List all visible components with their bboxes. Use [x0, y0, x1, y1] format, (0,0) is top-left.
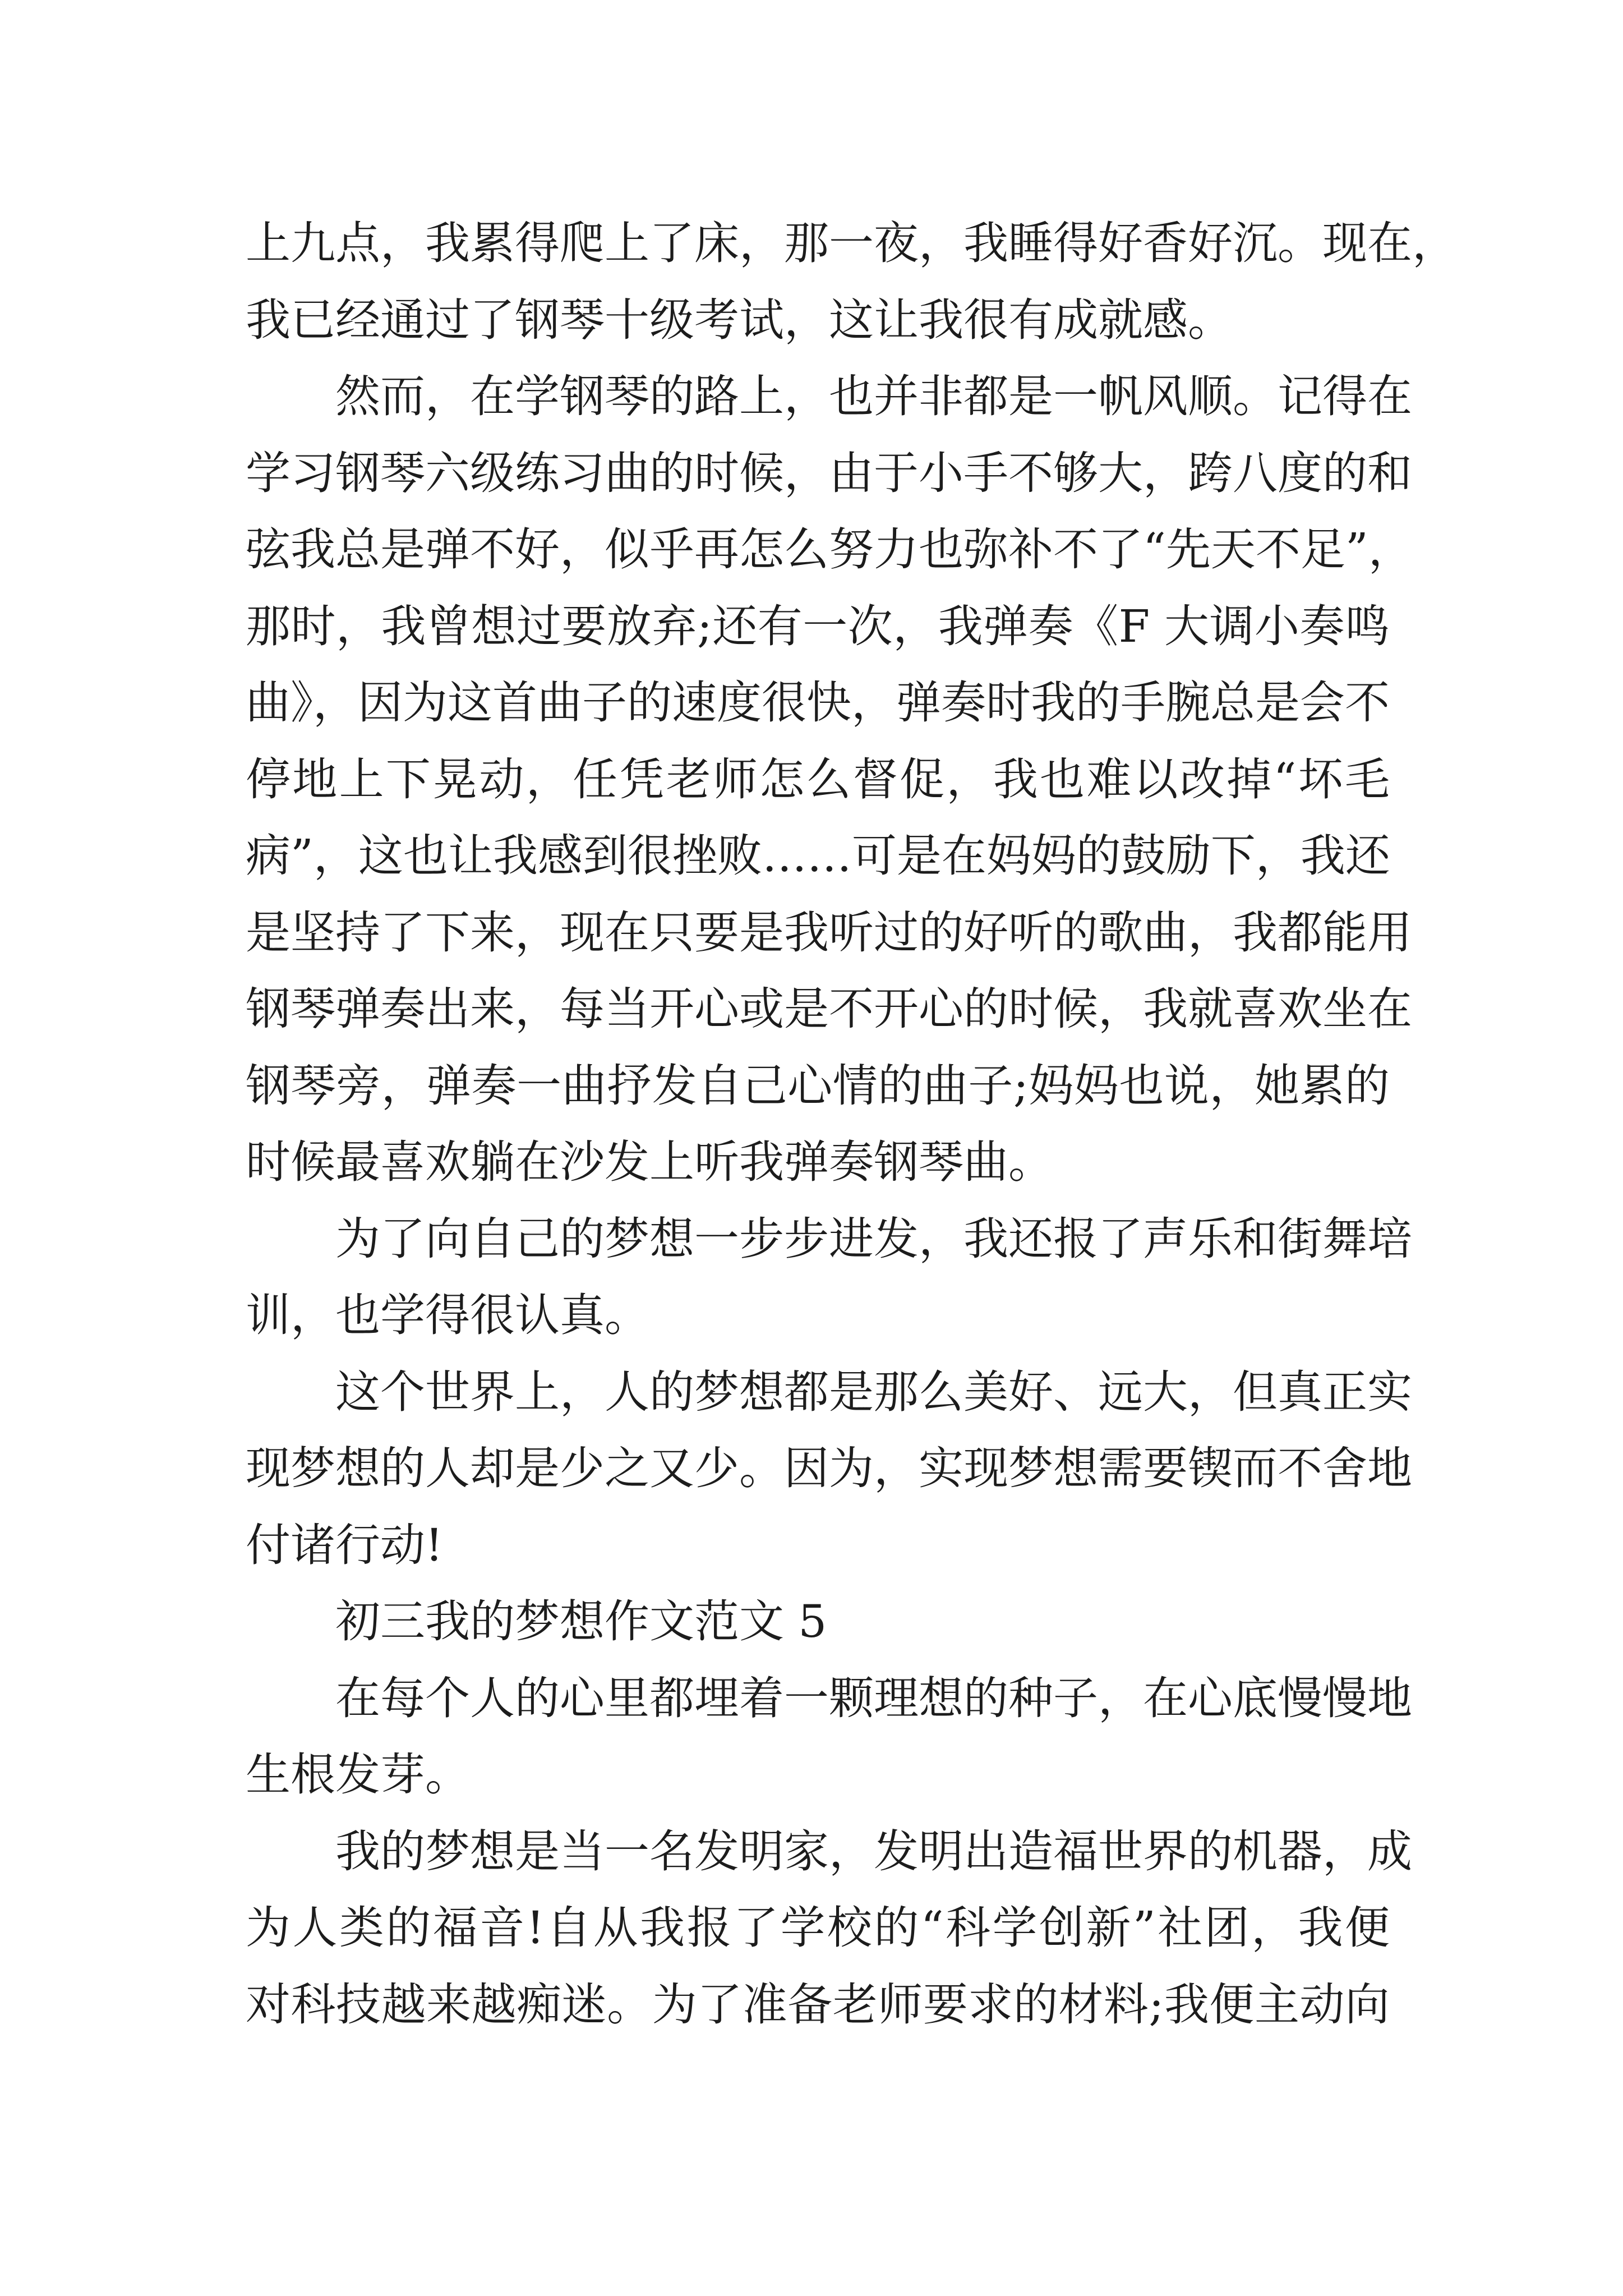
text-line: 钢琴弹奏出来，每当开心或是不开心的时候，我就喜欢坐在 — [246, 983, 1412, 1035]
text-line: 付诸行动! — [246, 1519, 444, 1571]
text-line: 是坚持了下来，现在只要是我听过的好听的歌曲，我都能用 — [246, 906, 1412, 959]
text-line: 曲》，因为这首曲子的速度很快，弹奏时我的手腕总是会不 — [246, 677, 1390, 729]
text-line: 对科技越来越痴迷。为了准备老师要求的材料;我便主动向 — [246, 1978, 1390, 2031]
text-line: 在每个人的心里都埋着一颗理想的种子，在心底慢慢地 — [335, 1672, 1412, 1724]
essay-body — [246, 205, 1457, 2043]
text-line: 初三我的梦想作文范文 5 — [335, 1595, 827, 1648]
text-line: 学习钢琴六级练习曲的时候，由于小手不够大，跨八度的和 — [246, 447, 1412, 499]
text-line: 上九点，我累得爬上了床，那一夜，我睡得好香好沉。现在， — [246, 217, 1457, 269]
text-line: 我已经通过了钢琴十级考试，这让我很有成就感。 — [246, 293, 1233, 346]
text-line: 训，也学得很认真。 — [246, 1289, 649, 1341]
text-line: 现梦想的人却是少之又少。因为，实现梦想需要锲而不舍地 — [246, 1442, 1412, 1494]
text-line: 那时，我曾想过要放弃;还有一次，我弹奏《F 大调小奏鸣 — [246, 600, 1390, 652]
text-line: 钢琴旁，弹奏一曲抒发自己心情的曲子;妈妈也说，她累的 — [246, 1059, 1390, 1112]
text-line: 停地上下晃动，任凭老师怎么督促，我也难以改掉“坏毛 — [246, 753, 1390, 806]
text-line: 这个世界上，人的梦想都是那么美好、远大，但真正实 — [335, 1365, 1412, 1418]
text-line: 然而，在学钢琴的路上，也并非都是一帆风顺。记得在 — [335, 370, 1412, 422]
text-line: 病”，这也让我感到很挫败……可是在妈妈的鼓励下，我还 — [246, 830, 1390, 882]
text-line: 生根发芽。 — [246, 1749, 470, 1801]
text-line: 时候最喜欢躺在沙发上听我弹奏钢琴曲。 — [246, 1136, 1053, 1188]
text-line: 弦我总是弹不好，似乎再怎么努力也弥补不了“先天不足”， — [246, 523, 1413, 576]
text-line: 为了向自己的梦想一步步进发，我还报了声乐和街舞培 — [335, 1212, 1412, 1265]
text-line: 为人类的福音!自从我报了学校的“科学创新”社团，我便 — [246, 1902, 1390, 1954]
text-line: 我的梦想是当一名发明家，发明出造福世界的机器，成 — [335, 1825, 1412, 1878]
